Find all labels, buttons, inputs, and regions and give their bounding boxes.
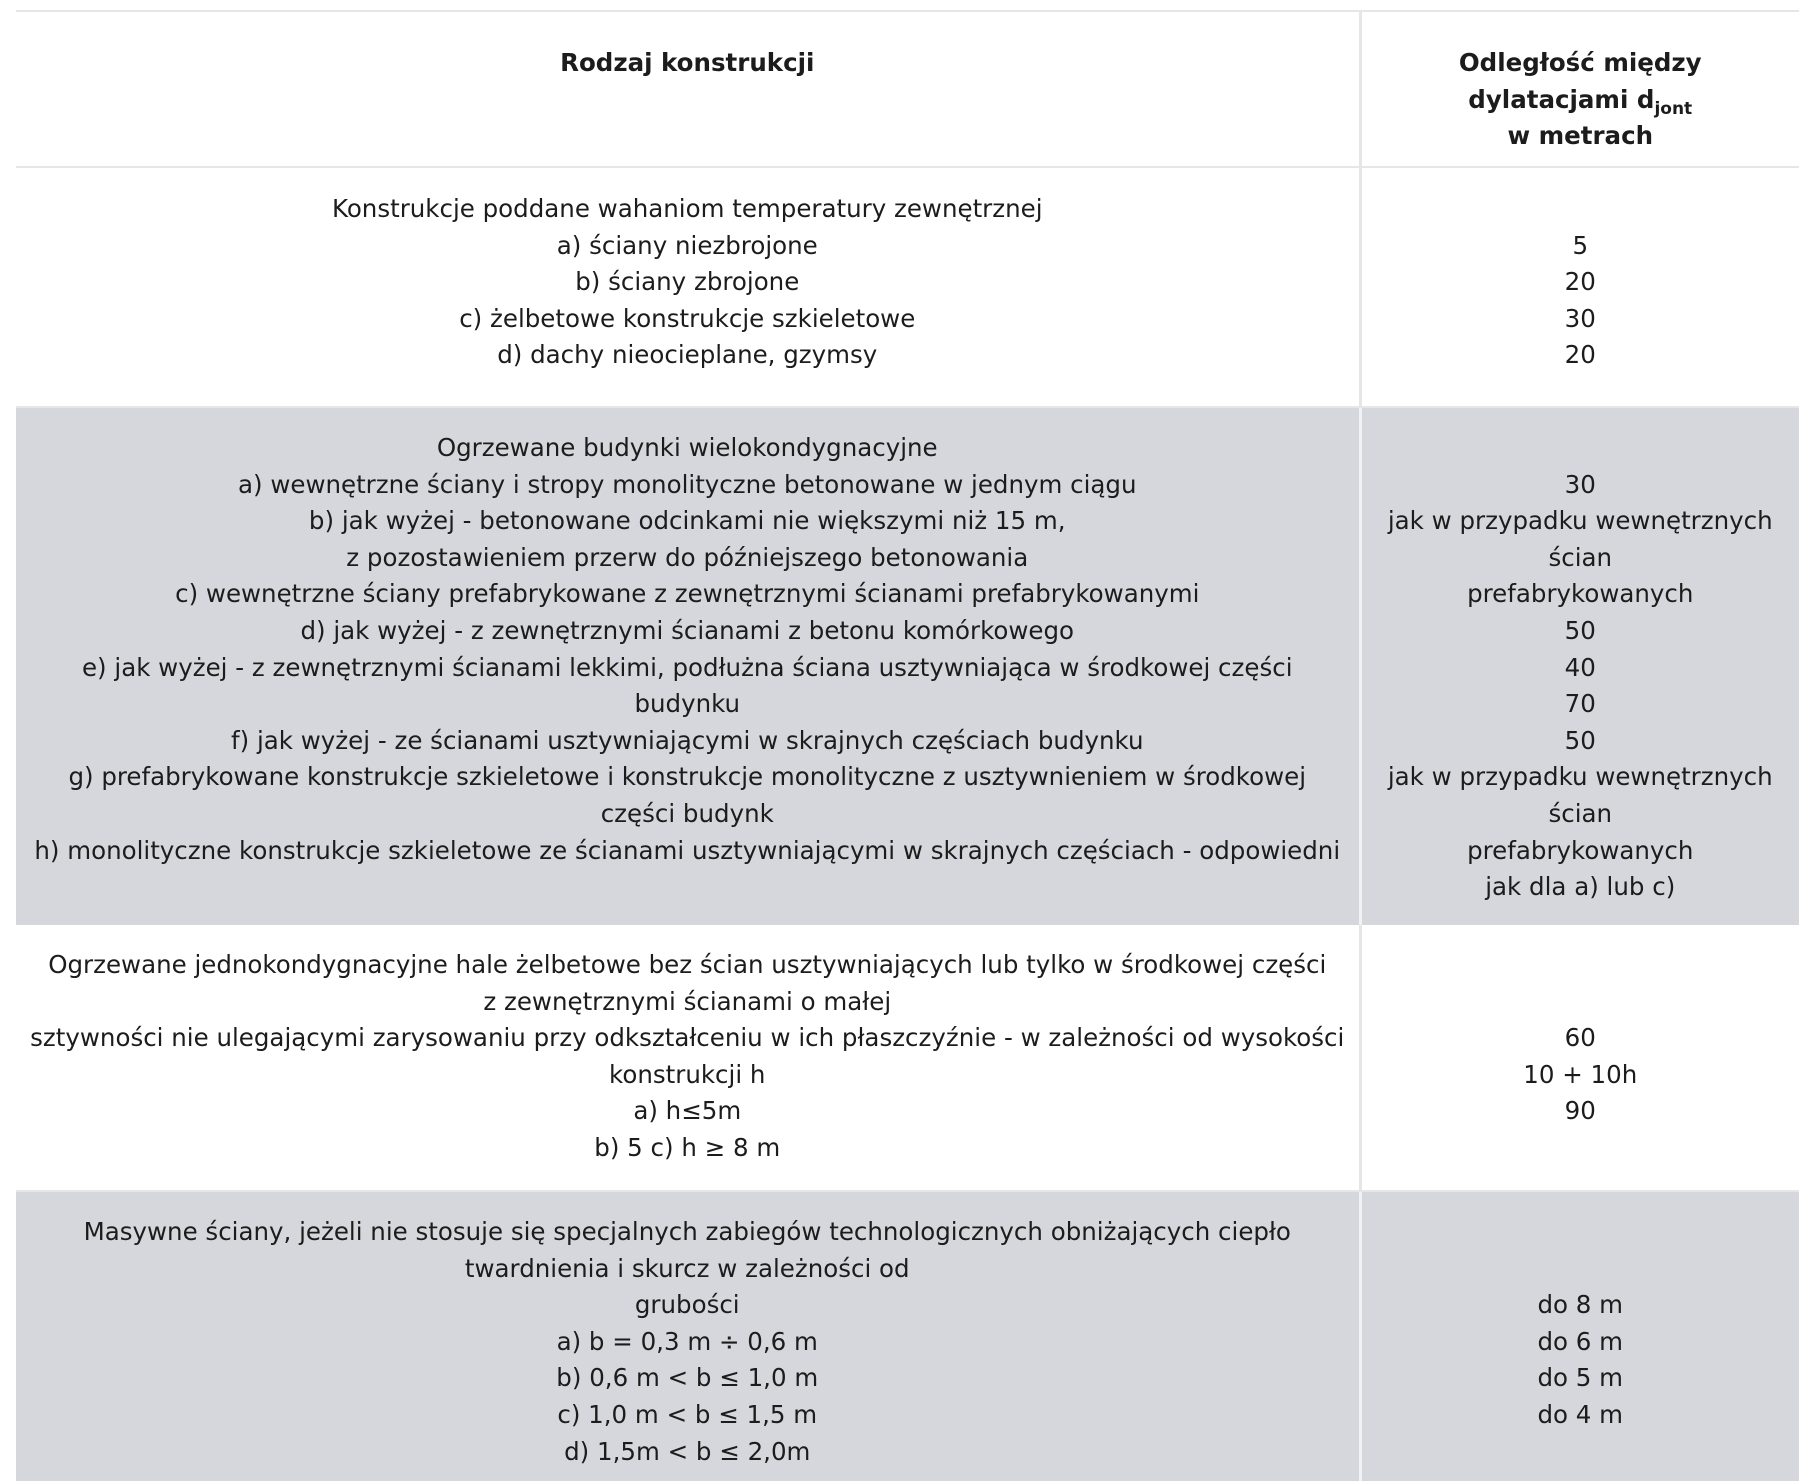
cell-line: do 8 m [1362,1287,1799,1324]
cell-line: prefabrykowanych [1362,576,1799,613]
cell-line: 20 [1362,264,1799,301]
cell-line: jak dla a) lub c) [1362,869,1799,906]
cell-line: a) h≤5m [16,1093,1359,1130]
cell-line: ścian [1362,796,1799,833]
cell-line: 5 [1362,228,1799,265]
cell-line: b) ściany zbrojone [16,264,1359,301]
header-construction-type [16,11,1360,167]
cell-line: d) dachy nieocieplane, gzymsy [16,337,1359,374]
cell-line: b) 0,6 m < b ≤ 1,0 m [16,1360,1359,1397]
cell-line: h) monolityczne konstrukcje szkieletowe ze ścianami usztywniającymi w skrajnych częściach - odpowiedni [16,833,1359,870]
cell-line: c) wewnętrzne ściany prefabrykowane z zewnętrznymi ścianami prefabrykowanymi [16,576,1359,613]
cell-line [1362,947,1799,984]
cell-line: 50 [1362,613,1799,650]
dilatation-table [16,10,1799,1481]
header-joint-distance-subscript: jont [1654,99,1692,119]
cell-line: a) b = 0,3 m ÷ 0,6 m [16,1324,1359,1361]
dilatation-table-container [16,10,1799,1481]
cell-line: Konstrukcje poddane wahaniom temperatury zewnętrznej [16,191,1359,228]
cell-line: 10 + 10h [1362,1057,1799,1094]
header-joint-distance [1360,11,1799,167]
cell-line [1362,984,1799,1021]
table-row [16,1191,1799,1481]
cell-line: 50 [1362,723,1799,760]
cell-line: 30 [1362,301,1799,338]
table-header-row [16,11,1799,167]
cell-line: do 5 m [1362,1360,1799,1397]
header-joint-distance-line2 [1362,82,1799,119]
cell-line: z pozostawieniem przerw do późniejszego betonowania [16,540,1359,577]
cell-line: a) ściany niezbrojone [16,228,1359,265]
cell-line: f) jak wyżej - ze ścianami usztywniającymi w skrajnych częściach budynku [16,723,1359,760]
construction-type-cell [16,167,1360,407]
cell-line: Ogrzewane jednokondygnacyjne hale żelbetowe bez ścian usztywniających lub tylko w środkowej części [16,947,1359,984]
header-construction-type-label: Rodzaj konstrukcji [560,48,814,77]
cell-line: 20 [1362,337,1799,374]
cell-line: d) 1,5m < b ≤ 2,0m [16,1434,1359,1471]
cell-line [1362,430,1799,467]
joint-distance-cell [1360,167,1799,407]
table-row [16,925,1799,1191]
cell-line [1362,1214,1799,1251]
cell-line: Ogrzewane budynki wielokondygnacyjne [16,430,1359,467]
cell-line: sztywności nie ulegającymi zarysowaniu przy odkształceniu w ich płaszczyźnie - w zależności od wysokości [16,1020,1359,1057]
header-joint-distance-symbol: dylatacjami d [1468,85,1654,114]
header-joint-distance-line3: w metrach [1362,118,1799,155]
cell-line: 40 [1362,650,1799,687]
cell-line: twardnienia i skurcz w zależności od [16,1251,1359,1288]
cell-line: konstrukcji h [16,1057,1359,1094]
cell-line: budynku [16,686,1359,723]
construction-type-cell [16,1191,1360,1481]
cell-line: do 4 m [1362,1397,1799,1434]
cell-line: g) prefabrykowane konstrukcje szkieletowe i konstrukcje monolityczne z usztywnieniem w środkowej [16,759,1359,796]
cell-line: c) żelbetowe konstrukcje szkieletowe [16,301,1359,338]
cell-line: grubości [16,1287,1359,1324]
cell-line: ścian [1362,540,1799,577]
table-row [16,407,1799,925]
cell-line: c) 1,0 m < b ≤ 1,5 m [16,1397,1359,1434]
cell-line: części budynk [16,796,1359,833]
joint-distance-cell [1360,407,1799,925]
cell-line [1362,1251,1799,1288]
cell-line: b) 5 c) h ≥ 8 m [16,1130,1359,1167]
header-joint-distance-line1: Odległość między [1362,45,1799,82]
cell-line: a) wewnętrzne ściany i stropy monolityczne betonowane w jednym ciągu [16,467,1359,504]
cell-line [1362,191,1799,228]
joint-distance-cell [1360,1191,1799,1481]
cell-line: b) jak wyżej - betonowane odcinkami nie większymi niż 15 m, [16,503,1359,540]
cell-line: z zewnętrznymi ścianami o małej [16,984,1359,1021]
cell-line: 70 [1362,686,1799,723]
cell-line: jak w przypadku wewnętrznych [1362,759,1799,796]
cell-line: e) jak wyżej - z zewnętrznymi ścianami lekkimi, podłużna ściana usztywniająca w środkowej części [16,650,1359,687]
joint-distance-cell [1360,925,1799,1191]
cell-line: 90 [1362,1093,1799,1130]
cell-line: Masywne ściany, jeżeli nie stosuje się specjalnych zabiegów technologicznych obniżających ciepło [16,1214,1359,1251]
construction-type-cell [16,925,1360,1191]
cell-line: 60 [1362,1020,1799,1057]
cell-line: d) jak wyżej - z zewnętrznymi ścianami z betonu komórkowego [16,613,1359,650]
cell-line: prefabrykowanych [1362,833,1799,870]
construction-type-cell [16,407,1360,925]
cell-line: jak w przypadku wewnętrznych [1362,503,1799,540]
table-row [16,167,1799,407]
cell-line: 30 [1362,467,1799,504]
cell-line: do 6 m [1362,1324,1799,1361]
